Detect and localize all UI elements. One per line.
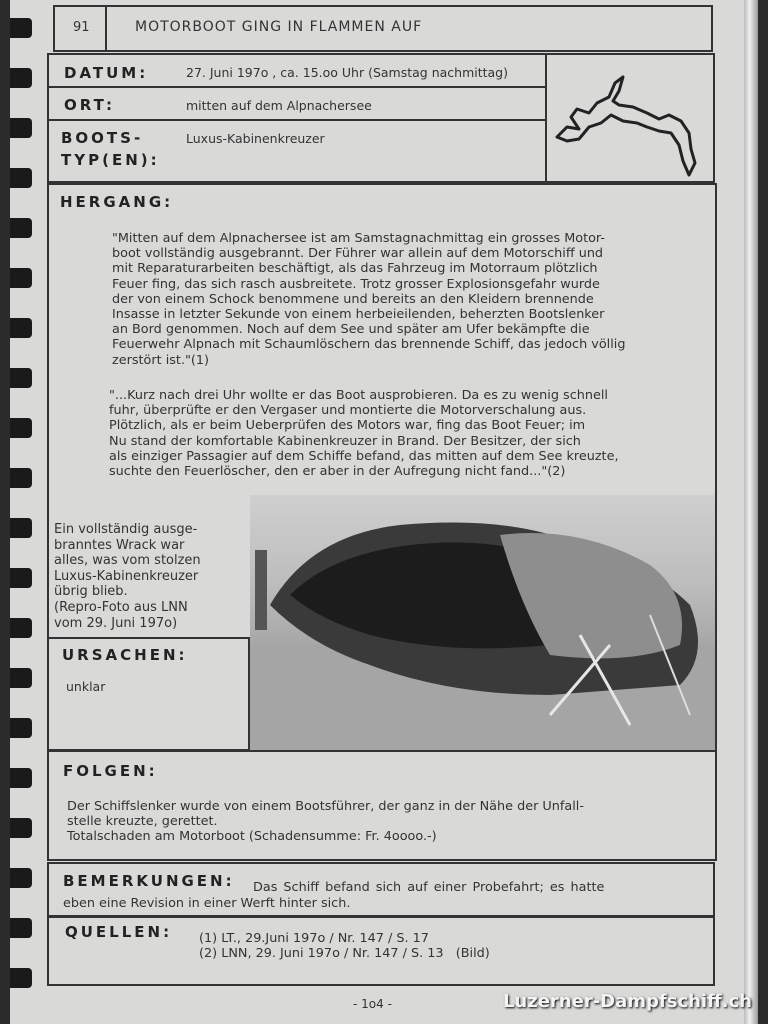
folgen-label: FOLGEN: [63,762,158,780]
photo-caption: Ein vollständig ausge- branntes Wrack war alles, was vom stolzen Luxus-Kabinenkreuzer übrig blieb. (Repro-Foto aus LNN vom 29. Juni 197o) [54,522,201,631]
hergang-section [47,183,717,495]
bootstyp-label-1: BOOTS- [61,129,144,147]
header-box [53,5,713,52]
ort-value: mitten auf dem Alpnachersee [186,98,372,113]
quellen-label: QUELLEN: [65,923,173,941]
bemerkungen-label: BEMERKUNGEN: [63,872,235,890]
ursachen-label: URSACHEN: [62,646,188,664]
folgen-text: Der Schiffslenker wurde von einem Bootsführer, der ganz in der Nähe der Unfall- stelle kreuzte, gerettet. Totalschaden am Motorboot (Schadensumme: Fr. 4oooo.-) [67,799,584,845]
wreck-photo [250,495,717,750]
quellen-line-1: (1) LT., 29.Juni 197o / Nr. 147 / S. 17 [199,931,429,946]
bootstyp-value: Luxus-Kabinenkreuzer [186,131,325,146]
page-edge [744,0,758,1024]
info-box [47,53,715,183]
watermark: Luzerner-Dampfschiff.ch [502,991,752,1012]
datum-value: 27. Juni 197o , ca. 15.oo Uhr (Samstag nachmittag) [186,65,508,80]
page-number: 91 [73,20,90,35]
ort-label: ORT: [64,96,116,114]
hergang-paragraph-1: "Mitten auf dem Alpnachersee ist am Samstagnachmittag ein grosses Motor- boot vollständig ausgebrannt. Der Führer war allein auf dem Motorschiff und mit Reparaturarbeiten beschäftigt, als das Fahrzeug im Motorraum plötzlich Feuer fing, das sich rasch ausbreitete. Trotz grosser Explosionsgefahr wurde der von einem Schock benommene und bereits an den Kleidern brennende Insasse in letzter Sekunde von einem herbeieilenden, beherzten Bootslenker an Bord genommen. Noch auf dem See und später am Ufer bekämpfte die Feuerwehr Alpnach mit Schaumlöschern das brennende Schiff, das jedoch völlig zerstört ist."(1) [112,231,626,368]
hergang-label: HERGANG: [60,193,174,211]
quellen-line-2: (2) LNN, 29. Juni 197o / Nr. 147 / S. 13 (Bild) [199,946,490,961]
hergang-paragraph-2: "...Kurz nach drei Uhr wollte er das Boot ausprobieren. Da es zu wenig schnell fuhr, überprüfte er den Vergaser und montierte die Motorverschalung aus. Plötzlich, als er beim Ueberprüfen des Motors war, fing das Boot Feuer; im Nu stand der komfortable Kabinenkreuzer in Brand. Der Besitzer, der sich als einziger Passagier auf dem Schiffe befand, das mitten auf dem See kreuzte, suchte den Feuerlöscher, den er aber in der Aufregung nicht fand..."(2) [109,388,619,480]
page-footer-number: - 1o4 - [353,997,392,1011]
bemerkungen-line-1: Das Schiff befand sich auf einer Probefahrt; es hatte [253,880,605,895]
bootstyp-label-2: TYP(EN): [61,151,160,169]
ursachen-value: unklar [66,679,106,694]
datum-label: DATUM: [64,64,149,82]
lake-map-icon [549,57,709,179]
spiral-binding [10,0,32,1024]
bemerkungen-section [47,862,715,917]
page-title: MOTORBOOT GING IN FLAMMEN AUF [135,19,423,35]
document-page [10,0,758,1024]
ursachen-section [47,637,250,751]
folgen-section [47,750,717,861]
bemerkungen-line-2: eben eine Revision in einer Werft hinter sich. [63,896,351,911]
quellen-section [47,916,715,986]
